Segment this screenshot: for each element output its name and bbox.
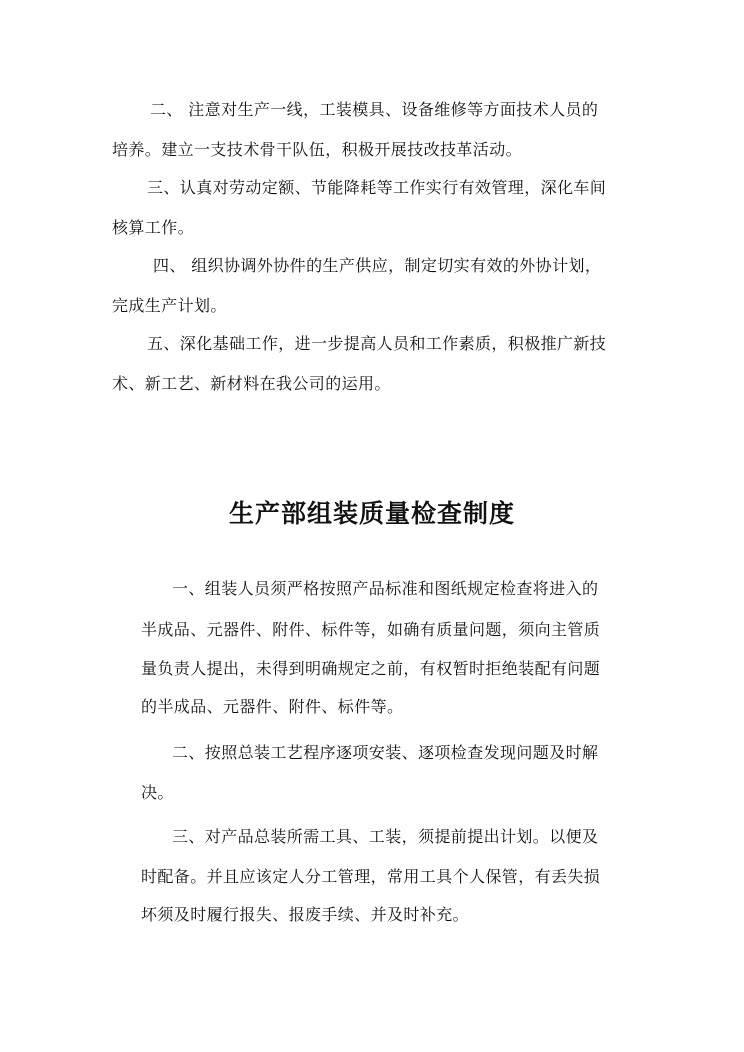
rule-1-line-2: 半成品、元器件、附件、标件等，如确有质量问题，须向主管质 bbox=[141, 620, 601, 639]
paragraph-3-line-1: 三、认真对劳动定额、节能降耗等工作实行有效管理，深化车间 bbox=[147, 178, 607, 197]
rule-2-line-2: 决。 bbox=[141, 783, 174, 802]
paragraph-2-line-1: 二、 注意对生产一线，工装模具、设备维修等方面技术人员的 bbox=[150, 100, 599, 119]
rule-3-line-3: 坏须及时履行报失、报废手续、并及时补充。 bbox=[141, 905, 470, 924]
rule-3-line-1: 三、对产品总装所需工具、工装，须提前提出计划。以便及 bbox=[172, 827, 599, 846]
paragraph-4-line-1: 四、 组织协调外协件的生产供应，制定切实有效的外协计划， bbox=[153, 256, 602, 275]
paragraph-4-line-2: 完成生产计划。 bbox=[112, 296, 227, 315]
rule-1-line-4: 的半成品、元器件、附件、标件等。 bbox=[141, 697, 404, 716]
paragraph-5-line-1: 五、深化基础工作，进一步提高人员和工作素质，积极推广新技 bbox=[147, 334, 607, 353]
rule-3-line-2: 时配备。并且应该定人分工管理，常用工具个人保管，有丢失损 bbox=[141, 867, 601, 886]
paragraph-2-line-2: 培养。建立一支技术骨干队伍，积极开展技改技革活动。 bbox=[112, 140, 523, 159]
rule-1-line-3: 量负责人提出，未得到明确规定之前，有权暂时拒绝装配有问题 bbox=[141, 659, 601, 678]
paragraph-3-line-2: 核算工作。 bbox=[112, 218, 195, 237]
paragraph-5-line-2: 术、新工艺、新材料在我公司的运用。 bbox=[112, 374, 391, 393]
rule-1-line-1: 一、组装人员须严格按照产品标准和图纸规定检查将进入的 bbox=[172, 579, 599, 598]
rule-2-line-1: 二、按照总装工艺程序逐项安装、逐项检查发现问题及时解 bbox=[172, 743, 599, 762]
section-title: 生产部组装质量检查制度 bbox=[228, 499, 515, 528]
